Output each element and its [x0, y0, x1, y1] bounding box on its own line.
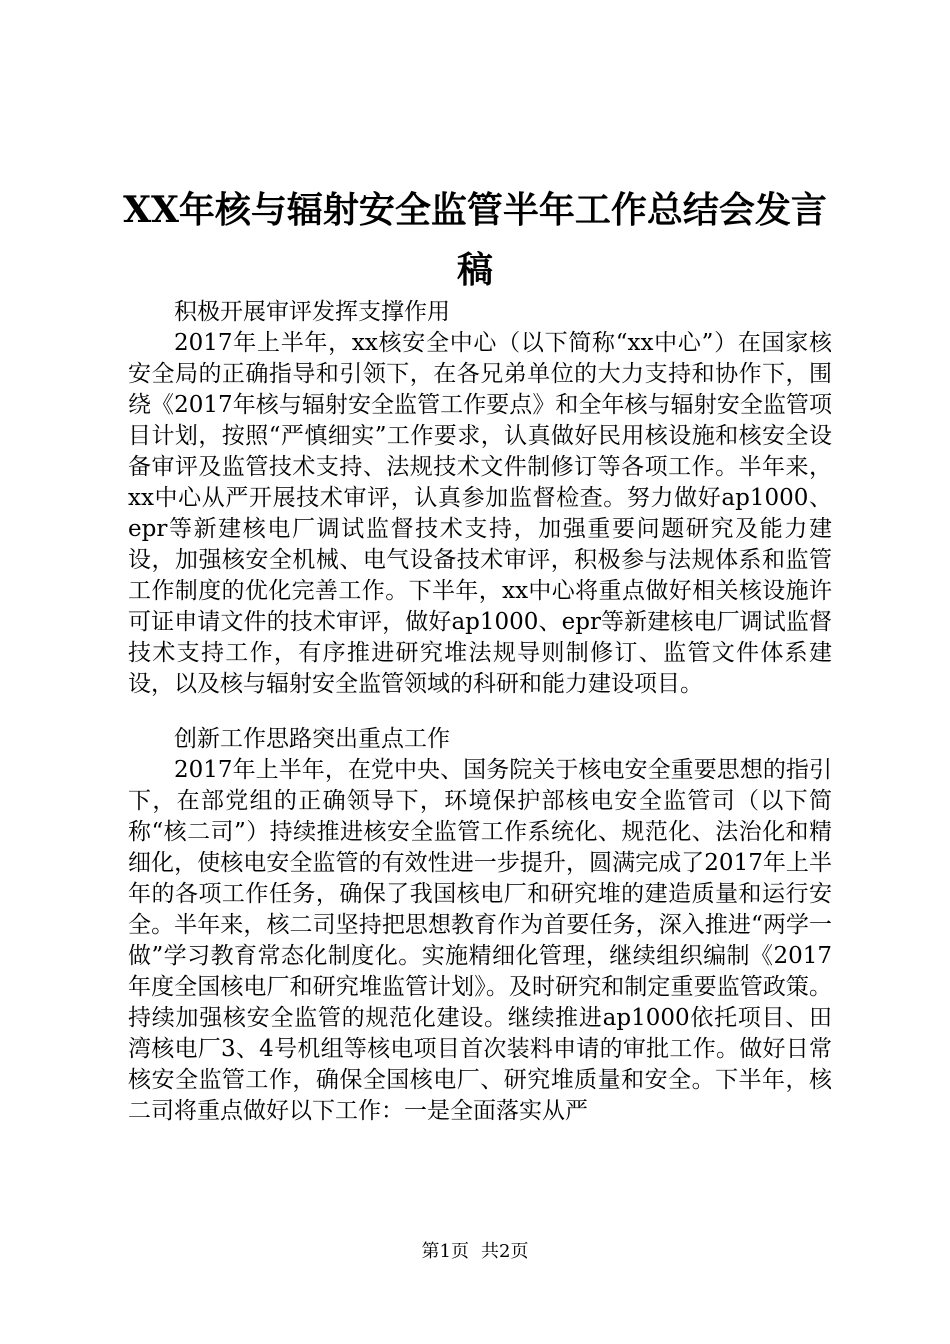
document-body	[128, 297, 832, 1127]
section-paragraph: 2017年上半年，在党中央、国务院关于核电安全重要思想的指引下，在部党组的正确领导下，环境保护部核电安全监管司（以下简称“核二司”）持续推进核安全监管工作系统化、规范化、法治化和精细化，使核电安全监管的有效性进一步提升，圆满完成了2017年上半年的各项工作任务，确保了我国核电厂和研究堆的建造质量和运行安全。半年来，核二司坚持把思想教育作为首要任务，深入推进“两学一做”学习教育常态化制度化。实施精细化管理，继续组织编制《2017年度全国核电厂和研究堆监管计划》。及时研究和制定重要监管政策。持续加强核安全监管的规范化建设。继续推进ap1000依托项目、田湾核电厂3、4号机组等核电项目首次装料申请的审批工作。做好日常核安全监管工作，确保全国核电厂、研究堆质量和安全。下半年，核二司将重点做好以下工作：一是全面落实从严	[128, 757, 832, 1124]
page-number: 第1页	[421, 1241, 469, 1262]
section-spacer	[128, 700, 832, 724]
page-footer	[0, 1240, 950, 1264]
section-heading: 积极开展审评发挥支撑作用	[174, 299, 450, 325]
document-title: XX年核与辐射安全监管半年工作总结会发言稿	[123, 189, 827, 291]
section-paragraph: 2017年上半年，xx核安全中心（以下简称“xx中心”）在国家核安全局的正确指导和引领下，在各兄弟单位的大力支持和协作下，围绕《2017年核与辐射安全监管工作要点》和全年核与辐射安全监管项目计划，按照“严慎细实”工作要求，认真做好民用核设施和核安全设备审评及监管技术支持、法规技术文件制修订等各项工作。半年来，xx中心从严开展技术审评，认真参加监督检查。努力做好ap1000、epr等新建核电厂调试监督技术支持，加强重要问题研究及能力建设，加强核安全机械、电气设备技术审评，积极参与法规体系和监管工作制度的优化完善工作。下半年，xx中心将重点做好相关核设施许可证申请文件的技术审评，做好ap1000、epr等新建核电厂调试监督技术支持工作，有序推进研究堆法规导则制修订、监管文件体系建设，以及核与辐射安全监管领域的科研和能力建设项目。	[128, 330, 832, 697]
page-total: 共2页	[481, 1241, 529, 1262]
section-heading: 创新工作思路突出重点工作	[174, 726, 450, 752]
